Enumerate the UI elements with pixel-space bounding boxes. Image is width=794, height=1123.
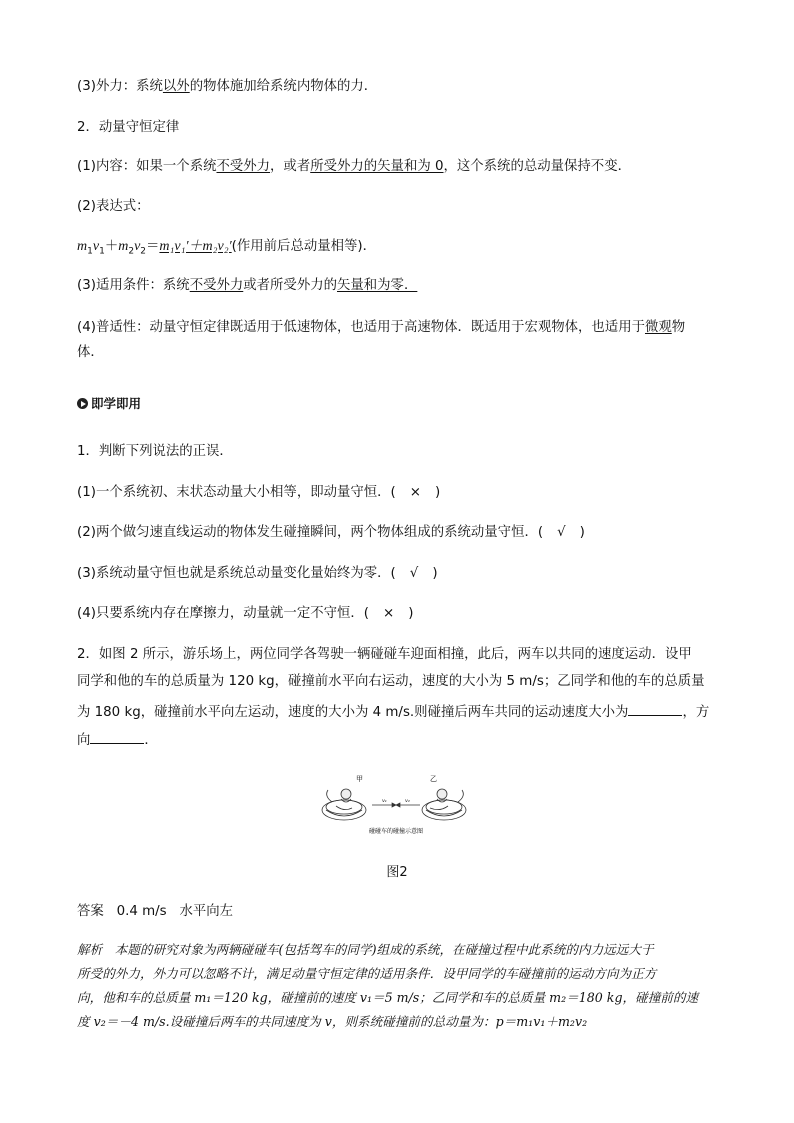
eq-symbol: v (134, 239, 141, 254)
underlined-text: 微观 (644, 320, 672, 335)
velocity-arrows (372, 803, 420, 807)
text: 物 (671, 320, 686, 335)
analysis-block (77, 938, 719, 1034)
eq-sub: 1 (99, 246, 105, 257)
label-v2: v₂ (405, 798, 410, 804)
underlined-equation: m₁v₁′＋m₂v₂′ (159, 239, 232, 254)
text: ) (435, 485, 441, 500)
figure-caption: 图2 (386, 865, 408, 880)
label-yi: 乙 (430, 775, 437, 783)
judgement-item (77, 565, 438, 583)
check-icon: √ (409, 566, 419, 581)
text: ) (432, 566, 438, 581)
underlined-text: 不受外力 (216, 159, 271, 174)
label-v1: v₁ (382, 798, 387, 804)
text: (4)只要系统内存在摩擦力，动量就一定不守恒．( (77, 606, 370, 621)
text: ，或者 (270, 159, 311, 174)
analysis-line: 向，他和车的总质量 m₁＝120 kg，碰撞前的速度 v₁＝5 m/s；乙同学和车的总质量 m₂＝180 kg，碰撞前的速 (77, 990, 699, 1005)
section-title: 即学即用 (91, 396, 142, 411)
text: (4)普适性：动量守恒定律既适用于低速物体，也适用于高速物体．既适用于宏观物体，也适用于 (77, 320, 645, 335)
text: (3)适用条件：系统 (77, 278, 190, 293)
paragraph-conditions (77, 277, 417, 295)
judgement-item (77, 524, 585, 542)
right-car-icon (422, 789, 466, 820)
text: (1)一个系统初、末状态动量大小相等，即动量守恒．( (77, 485, 396, 500)
play-icon (77, 398, 88, 409)
paragraph-expression-label: (2)表达式： (77, 199, 150, 214)
answer-label: 答案 (77, 904, 104, 919)
eq-op: ＋ (104, 239, 119, 254)
paragraph-content (77, 158, 631, 176)
text: ． (144, 733, 158, 748)
eq-sub: 2 (140, 246, 147, 257)
paragraph-universality (77, 319, 685, 337)
text: ，这个系统的总动量保持不变． (443, 159, 631, 174)
eq-symbol: m (77, 239, 88, 254)
section-heading (77, 395, 141, 413)
label-jia: 甲 (356, 775, 363, 783)
underlined-text: 不受外力 (189, 278, 244, 293)
question-2-line (77, 729, 158, 750)
paragraph-external-force (77, 78, 377, 96)
question-1-title: 1．判断下列说法的正误． (77, 444, 233, 459)
text: 向 (77, 733, 91, 748)
text: 的物体施加给系统内物体的力． (189, 79, 378, 94)
eq-sub: 1 (87, 246, 93, 257)
text: (3)外力：系统 (77, 79, 163, 94)
text: ，方 (682, 705, 710, 720)
cross-icon: × (383, 606, 395, 621)
analysis-line: 所受的外力，外力可以忽略不计，满足动量守恒定律的适用条件．设甲同学的车碰撞前的运动方向为正方 (77, 966, 657, 981)
eq-symbol: v (92, 239, 100, 254)
left-car-icon (322, 789, 366, 820)
judgement-item (77, 484, 440, 502)
text: ) (579, 525, 585, 540)
answer-blank (628, 701, 682, 716)
text: (1)内容：如果一个系统 (77, 159, 217, 174)
text: 为 180 kg，碰撞前水平向左运动，速度的大小为 4 m/s.则碰撞后两车共同的运动速度大小为 (77, 705, 629, 720)
underlined-text: 所受外力的矢量和为 0 (310, 159, 444, 174)
eq-note: (作用前后总动量相等)． (231, 239, 377, 254)
question-2-line: 同学和他的车的总质量为 120 kg，碰撞前水平向右运动，速度的大小为 5 m/s；乙同学和他的车的总质量 (77, 674, 705, 689)
paragraph-universality-end: 体． (77, 345, 104, 360)
text: 或者所受外力的 (243, 278, 337, 293)
heading-momentum-law: 2．动量守恒定律 (77, 120, 180, 135)
answer-value: 0.4 m/s (116, 904, 167, 919)
eq-symbol: m (118, 239, 129, 254)
eq-sub: 2 (128, 246, 135, 257)
text: ) (408, 606, 414, 621)
eq-op: ＝ (146, 239, 160, 254)
check-icon: √ (557, 525, 566, 540)
answer-blank (90, 729, 144, 744)
analysis-line: 解析 本题的研究对象为两辆碰碰车(包括驾车的同学)组成的系统，在碰撞过程中此系统的内力远远大于 (77, 942, 654, 957)
question-2-line: 2．如图 2 所示，游乐场上，两位同学各驾驶一辆碰碰车迎面相撞，此后，两车以共同的速度运动．设甲 (77, 647, 692, 662)
text: (2)两个做匀速直线运动的物体发生碰撞瞬间，两个物体组成的系统动量守恒．( (77, 525, 544, 540)
analysis-line: 度 v₂＝－4 m/s.设碰撞后两车的共同速度为 v，则系统碰撞前的总动量为：p＝m₁v₁＋m₂v₂ (77, 1014, 588, 1029)
equation-momentum (77, 238, 376, 261)
bumper-car-figure (312, 772, 480, 836)
underlined-text: 矢量和为零． (337, 278, 418, 293)
answer-direction: 水平向左 (179, 904, 233, 919)
underlined-text: 以外 (162, 79, 190, 94)
figure-inner-caption: 碰碰车的碰撞示意图 (368, 828, 424, 835)
text: (3)系统动量守恒也就是系统总动量变化量始终为零．( (77, 566, 396, 581)
judgement-item (77, 605, 413, 623)
question-2-line (77, 701, 709, 722)
answer-line (77, 903, 233, 921)
cross-icon: × (409, 485, 422, 500)
